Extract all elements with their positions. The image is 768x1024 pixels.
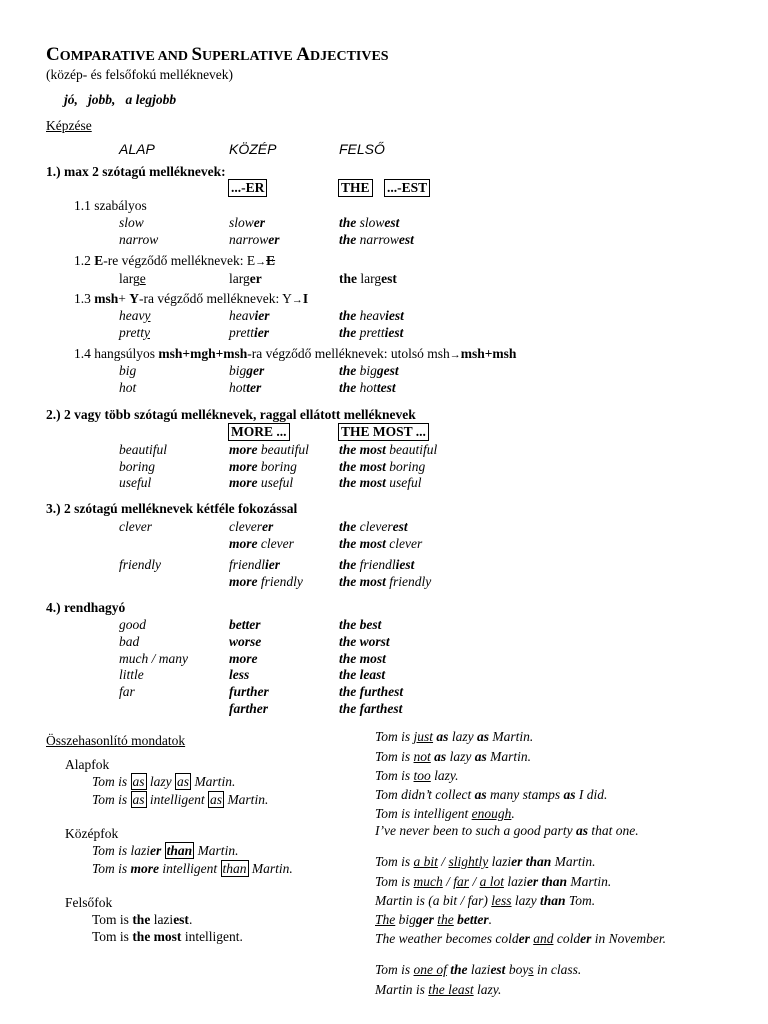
suffix: est — [384, 215, 400, 230]
intro-c: a legjobb — [125, 92, 177, 107]
header-kozep: KÖZÉP — [229, 141, 277, 157]
t: Tom is intelligent — [375, 806, 472, 821]
suffix: er — [268, 232, 280, 247]
sentences-heading: Összehasonlító mondatok — [46, 733, 186, 748]
t: . — [188, 912, 193, 927]
t: the least — [428, 982, 474, 997]
t: ger — [415, 912, 434, 927]
t: as — [436, 729, 449, 744]
t: as — [474, 787, 487, 802]
row-narrow-sup — [339, 231, 414, 248]
right-ex-10 — [375, 911, 492, 928]
t: lazy — [511, 893, 541, 908]
t: lazi — [467, 962, 491, 977]
title-cap-s: S — [191, 44, 203, 65]
row-large-sup — [339, 270, 397, 287]
suffix: gest — [376, 363, 399, 378]
stem: slow — [229, 215, 254, 230]
t: lazy — [146, 774, 176, 789]
t: Martin. — [567, 874, 612, 889]
stem: prett — [359, 325, 385, 340]
stem: larg — [360, 271, 382, 286]
row-boring-comp — [229, 458, 297, 475]
row-slow-comp — [229, 214, 265, 231]
article: the — [339, 557, 357, 572]
t: one of — [413, 962, 447, 977]
t: Tom is — [375, 874, 414, 889]
t: msh+msh — [460, 346, 517, 361]
stem: friendl — [359, 557, 396, 572]
row-big-comp — [229, 362, 264, 379]
intro-a: jó, — [64, 92, 78, 107]
row-pretty-sup — [339, 324, 403, 341]
t: as — [132, 792, 145, 807]
title-cap-c: C — [46, 44, 60, 65]
ending: y — [144, 308, 151, 323]
irr-base: far — [119, 684, 135, 699]
t: Tom is — [375, 749, 414, 764]
t: Tom is lazi — [92, 843, 151, 858]
stem: slow — [359, 215, 385, 230]
t: Martin. — [224, 792, 269, 807]
t: that one. — [587, 823, 639, 838]
word: useful — [260, 475, 294, 490]
row-slow-base: slow — [119, 215, 144, 230]
rule-1-1: 1.1 szabályos — [74, 198, 147, 213]
t: than — [166, 843, 193, 858]
t: intelligent — [159, 861, 221, 876]
t: lazy. — [430, 768, 459, 783]
t: / — [442, 874, 454, 889]
arrow-icon: → — [449, 349, 461, 361]
t: as — [434, 749, 447, 764]
row-large-base — [119, 270, 146, 287]
most: the most — [339, 536, 386, 551]
t: than — [222, 861, 247, 876]
stem: prett — [119, 325, 144, 340]
row-friendly-comp — [229, 556, 280, 573]
row-useful-sup — [339, 474, 422, 491]
suffix: iest — [385, 308, 404, 323]
t: E — [266, 253, 276, 268]
word: beautiful — [389, 442, 438, 457]
alapfok-ex-2 — [92, 791, 268, 808]
t: Martin. — [486, 749, 531, 764]
suffix: ger — [246, 363, 265, 378]
irr-base: good — [119, 617, 146, 632]
row-hot-comp — [229, 379, 261, 396]
stem: friendl — [229, 557, 265, 572]
section-1-heading: 1.) max 2 szótagú melléknevek: — [46, 164, 226, 179]
t: as — [476, 729, 489, 744]
t: lazi — [503, 874, 527, 889]
right-ex-8 — [375, 873, 611, 890]
t: than — [540, 893, 566, 908]
word: boring — [389, 459, 426, 474]
suffix: test — [376, 380, 396, 395]
stem: larg — [229, 271, 250, 286]
irr-comp: more — [229, 651, 258, 666]
right-ex-1 — [375, 728, 533, 745]
t: Tom. — [565, 893, 596, 908]
t: enough — [471, 806, 512, 821]
felsofok-ex-1 — [92, 911, 192, 928]
row-beautiful-comp — [229, 441, 309, 458]
t: big — [395, 912, 416, 927]
most: the most — [339, 574, 386, 589]
irr-comp: less — [229, 667, 250, 682]
stem: big — [359, 363, 377, 378]
t: lazi — [150, 912, 174, 927]
row-heavy-sup — [339, 307, 404, 324]
t: cold — [553, 931, 581, 946]
t: Tom is — [375, 768, 414, 783]
t: in November. — [591, 931, 666, 946]
box-est: ...-EST — [384, 179, 430, 197]
t: boy — [505, 962, 529, 977]
section-4-heading: 4.) rendhagyó — [46, 600, 126, 615]
stem: narrow — [229, 232, 269, 247]
t: 1.3 — [74, 291, 95, 306]
irr-base: much / many — [119, 651, 188, 666]
row-friendly2-sup — [339, 573, 431, 590]
kozepfok-heading: Középfok — [65, 826, 119, 841]
t: . — [511, 806, 515, 821]
t: as — [563, 787, 576, 802]
row-beautiful-sup — [339, 441, 437, 458]
t: in class. — [533, 962, 582, 977]
irr-sup: the best — [339, 617, 382, 632]
t: Martin. — [191, 774, 236, 789]
more: more — [229, 442, 258, 457]
word: clever — [260, 536, 294, 551]
kozepfok-ex-1 — [92, 842, 238, 859]
right-ex-5 — [375, 805, 515, 822]
irr-sup: the farthest — [339, 701, 403, 716]
t: lazy — [446, 749, 475, 764]
t: Tom is — [92, 929, 133, 944]
t: slightly — [448, 854, 489, 869]
t: Martin. — [194, 843, 239, 858]
irr-base: bad — [119, 634, 140, 649]
t: / — [437, 854, 449, 869]
stem: narrow — [359, 232, 399, 247]
intro-b: jobb, — [88, 92, 116, 107]
rule-1-2 — [74, 252, 275, 271]
title-part-2: UPERLATIVE — [202, 49, 297, 64]
right-ex-12 — [375, 961, 581, 978]
t: msh — [94, 291, 119, 306]
t: as — [177, 774, 190, 789]
t: er — [580, 931, 592, 946]
t: as — [474, 749, 487, 764]
row-clever-comp — [229, 518, 273, 535]
row-slow-sup — [339, 214, 399, 231]
more: more — [229, 574, 258, 589]
t: -ra végződő melléknevek: Y — [139, 291, 292, 306]
row-narrow-base: narrow — [119, 232, 159, 247]
suffix: ter — [246, 380, 262, 395]
t: intelligent — [146, 792, 209, 807]
right-ex-4 — [375, 786, 607, 803]
t: not — [413, 749, 431, 764]
irr-comp: better — [229, 617, 261, 632]
irr-comp: worse — [229, 634, 262, 649]
kozepfok-ex-2 — [92, 860, 293, 877]
t: much — [413, 874, 443, 889]
word: friendly — [260, 574, 303, 589]
t: -ra végződő melléknevek: utolsó msh — [247, 346, 450, 361]
right-ex-3 — [375, 767, 459, 784]
row-clever2-sup — [339, 535, 422, 552]
suffix: er — [261, 519, 274, 534]
stem: clever — [359, 519, 393, 534]
t: as — [132, 774, 145, 789]
t: lazy — [448, 729, 477, 744]
suffix: ier — [254, 325, 269, 340]
t: 1.2 — [74, 253, 95, 268]
stem: big — [229, 363, 247, 378]
row-useful-base: useful — [119, 475, 152, 490]
t: -re végződő melléknevek: E — [103, 253, 256, 268]
word: boring — [260, 459, 297, 474]
t: as — [210, 792, 223, 807]
stem: hot — [359, 380, 377, 395]
t: Tom is — [375, 729, 414, 744]
row-hot-sup — [339, 379, 396, 396]
t: Tom is — [375, 962, 414, 977]
box-the-most: THE MOST ... — [338, 423, 429, 441]
t: lazi — [488, 854, 512, 869]
t: Tom is — [92, 861, 131, 876]
t: E — [94, 253, 104, 268]
stem: hot — [229, 380, 247, 395]
ending: e — [139, 271, 146, 286]
word: useful — [389, 475, 422, 490]
t: est — [490, 962, 506, 977]
header-alap: ALAP — [119, 141, 155, 157]
t: a bit — [413, 854, 438, 869]
t: the — [132, 912, 151, 927]
t: the — [450, 962, 468, 977]
title-cap-a: A — [296, 44, 311, 65]
stem: larg — [119, 271, 140, 286]
suffix: ier — [254, 308, 270, 323]
irr-sup: the least — [339, 667, 386, 682]
rule-1-3 — [74, 290, 308, 309]
stem: heav — [119, 308, 145, 323]
kepzese-heading: Képzése — [46, 118, 92, 133]
row-heavy-comp — [229, 307, 269, 324]
row-boring-base: boring — [119, 459, 156, 474]
t: er — [518, 931, 530, 946]
t: . — [488, 912, 493, 927]
arrow-icon: → — [291, 294, 303, 306]
t: as — [575, 823, 588, 838]
row-hot-base: hot — [119, 380, 137, 395]
t: intelligent. — [181, 929, 243, 944]
t: too — [413, 768, 431, 783]
right-ex-7 — [375, 853, 595, 870]
suffix: er — [253, 215, 266, 230]
irr-sup: the most — [339, 651, 386, 666]
t: lazy. — [473, 982, 502, 997]
t: a lot — [479, 874, 504, 889]
word: beautiful — [260, 442, 309, 457]
most: the most — [339, 442, 386, 457]
box-er: ...-ER — [228, 179, 267, 197]
t: Tom is — [92, 912, 133, 927]
row-pretty-comp — [229, 324, 269, 341]
section-2-heading: 2.) 2 vagy több szótagú melléknevek, raggal ellátott melléknevek — [46, 407, 416, 422]
row-heavy-base — [119, 307, 150, 324]
t: Tom is — [375, 854, 414, 869]
page-title — [46, 44, 389, 68]
t: + — [118, 291, 130, 306]
t: est — [173, 912, 189, 927]
header-felso: FELSŐ — [339, 141, 385, 157]
t: the — [437, 912, 454, 927]
t: Martin is — [375, 982, 429, 997]
irr-sup: the worst — [339, 634, 390, 649]
article: the — [339, 519, 357, 534]
arrow-icon: → — [255, 256, 267, 268]
felsofok-heading: Felsőfok — [65, 895, 113, 910]
row-beautiful-base: beautiful — [119, 442, 167, 457]
box-the: THE — [338, 179, 373, 197]
t: Martin. — [248, 861, 293, 876]
t: Tom is — [92, 774, 131, 789]
more: more — [229, 536, 258, 551]
box-more: MORE ... — [228, 423, 290, 441]
t: less — [491, 893, 512, 908]
t: s — [528, 962, 534, 977]
t: Tom is — [92, 792, 131, 807]
t: better — [457, 912, 489, 927]
alapfok-ex-1 — [92, 773, 235, 790]
t: the most — [132, 929, 182, 944]
row-friendly2-comp — [229, 573, 303, 590]
row-big-sup — [339, 362, 399, 379]
article: the — [339, 308, 357, 323]
t: I’ve never been to such a good party — [375, 823, 576, 838]
right-ex-13 — [375, 981, 501, 998]
irr-comp: further — [229, 684, 269, 699]
suffix: iest — [395, 557, 415, 572]
row-friendly-base: friendly — [119, 557, 161, 572]
suffix: ier — [265, 557, 280, 572]
row-friendly-sup — [339, 556, 414, 573]
article: the — [339, 271, 357, 286]
stem: heav — [229, 308, 255, 323]
felsofok-ex-2 — [92, 928, 243, 945]
t: er — [150, 843, 162, 858]
right-ex-9 — [375, 892, 595, 909]
t: Y — [129, 291, 140, 306]
t: Martin. — [488, 729, 534, 744]
article: the — [339, 380, 357, 395]
section-3-heading: 3.) 2 szótagú melléknevek kétféle fokozással — [46, 501, 298, 516]
alapfok-heading: Alapfok — [65, 757, 110, 772]
stem: prett — [229, 325, 254, 340]
row-clever2-comp — [229, 535, 294, 552]
t: The — [375, 912, 396, 927]
suffix: iest — [384, 325, 404, 340]
article: the — [339, 363, 357, 378]
more: more — [229, 459, 258, 474]
word: clever — [389, 536, 423, 551]
t: I — [302, 291, 309, 306]
t: The weather becomes cold — [375, 931, 519, 946]
row-boring-sup — [339, 458, 425, 475]
row-useful-comp — [229, 474, 293, 491]
row-pretty-base — [119, 324, 150, 341]
page-subtitle: (közép- és felsőfokú melléknevek) — [46, 67, 234, 82]
t: / — [469, 874, 480, 889]
stem: clever — [229, 519, 262, 534]
title-part-1: OMPARATIVE AND — [59, 49, 192, 64]
ending: y — [144, 325, 150, 340]
t: Tom didn’t collect — [375, 787, 475, 802]
t: far — [453, 874, 470, 889]
suffix: er — [249, 271, 262, 286]
suffix: est — [398, 232, 414, 247]
t: just — [413, 729, 434, 744]
article: the — [339, 232, 357, 247]
t: I did. — [575, 787, 608, 802]
irr-comp: farther — [229, 701, 269, 716]
row-clever-base: clever — [119, 519, 152, 534]
irr-base: little — [119, 667, 144, 682]
article: the — [339, 325, 357, 340]
row-clever-sup — [339, 518, 408, 535]
suffix: est — [392, 519, 408, 534]
t: 1.4 hangsúlyos — [74, 346, 159, 361]
right-ex-11 — [375, 930, 666, 947]
row-big-base: big — [119, 363, 137, 378]
word: friendly — [389, 574, 432, 589]
article: the — [339, 215, 357, 230]
more: more — [229, 475, 258, 490]
title-part-3: DJECTIVES — [310, 49, 389, 64]
t: Martin is (a bit / far) — [375, 893, 492, 908]
t: er than — [526, 874, 567, 889]
row-narrow-comp — [229, 231, 280, 248]
stem: heav — [359, 308, 386, 323]
t: er than — [511, 854, 552, 869]
row-large-comp — [229, 270, 262, 287]
t: msh+mgh+msh — [158, 346, 248, 361]
t: Martin. — [551, 854, 596, 869]
most: the most — [339, 475, 386, 490]
intro-example — [64, 91, 176, 108]
t: more — [130, 861, 160, 876]
most: the most — [339, 459, 386, 474]
t: and — [533, 931, 554, 946]
rule-1-4 — [74, 345, 516, 364]
t: many stamps — [486, 787, 564, 802]
irr-sup: the furthest — [339, 684, 404, 699]
suffix: est — [381, 271, 397, 286]
right-ex-2 — [375, 748, 531, 765]
right-ex-6 — [375, 822, 639, 839]
